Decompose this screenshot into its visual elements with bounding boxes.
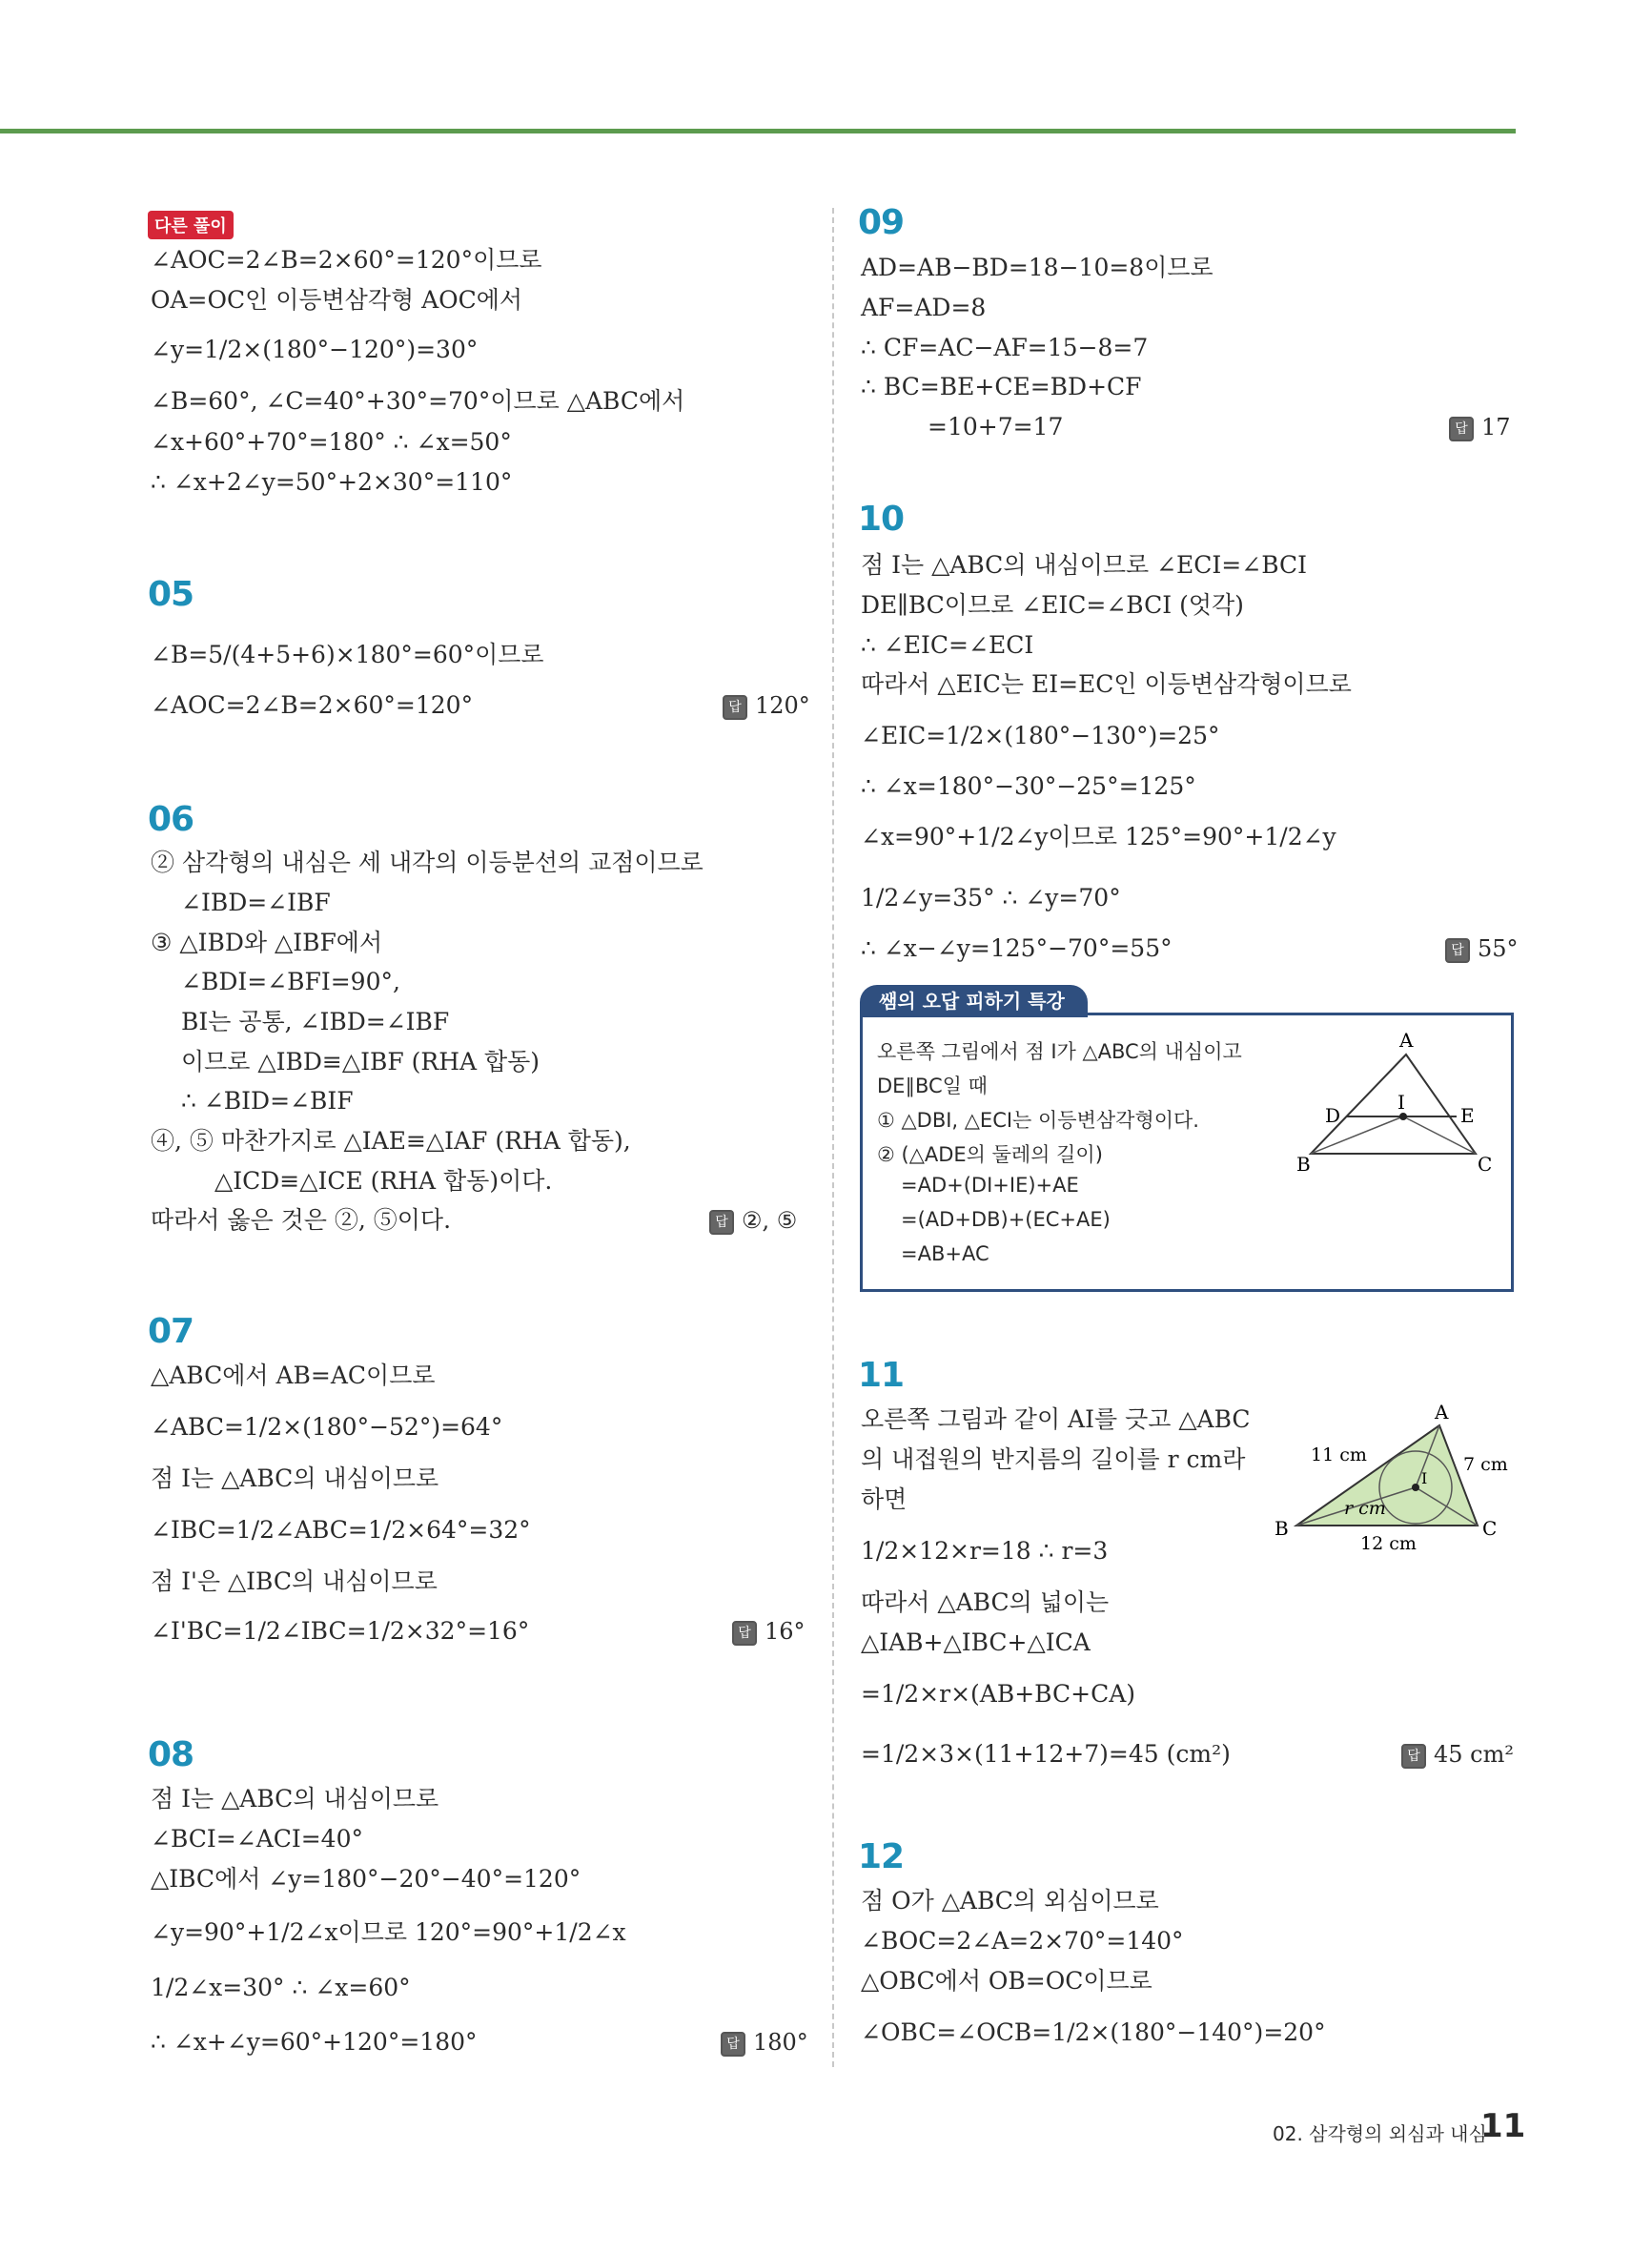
- solution-line: 점 O가 △ABC의 외심이므로: [861, 1887, 1159, 1915]
- problem-number: 06: [148, 800, 194, 839]
- solution-line: ∠IBC=1/2∠ABC=1/2×64°=32°: [151, 1516, 531, 1544]
- fig-label: 7 cm: [1463, 1454, 1508, 1475]
- solution-line: 점 I는 △ABC의 내심이므로: [151, 1785, 439, 1813]
- solution-line: ∠OBC=∠OCB=1/2×(180°−140°)=20°: [861, 2018, 1326, 2046]
- answer-icon: 답: [1445, 938, 1470, 963]
- solution-line: ② 삼각형의 내심은 세 내각의 이등분선의 교점이므로: [151, 849, 704, 876]
- answer: 답 55°: [1445, 935, 1519, 963]
- solution-line: =10+7=17: [928, 413, 1064, 440]
- solution-line: ④, ⑤ 마찬가지로 △IAE≡△IAF (RHA 합동),: [151, 1127, 631, 1155]
- solution-line: ∴ CF=AC−AF=15−8=7: [861, 334, 1149, 361]
- tip-line: DE∥BC일 때: [877, 1075, 988, 1097]
- tip-line: ① △DBI, △ECI는 이등변삼각형이다.: [877, 1109, 1199, 1132]
- solution-line: ∴ ∠x=180°−30°−25°=125°: [861, 772, 1196, 800]
- solution-line: ∠BDI=∠BFI=90°,: [181, 968, 400, 995]
- tip-line: =AB+AC: [901, 1242, 989, 1265]
- answer-icon: 답: [721, 2032, 745, 2057]
- solution-line: AF=AD=8: [861, 294, 987, 321]
- alt-line: ∠B=60°, ∠C=40°+30°=70°이므로 △ABC에서: [151, 387, 685, 415]
- solution-line: =1/2×3×(11+12+7)=45 (cm²): [861, 1740, 1231, 1768]
- fig-label: 12 cm: [1360, 1533, 1417, 1554]
- solution-line: DE∥BC이므로 ∠EIC=∠BCI (엇각): [861, 591, 1244, 619]
- fig-label: r cm: [1344, 1498, 1386, 1519]
- fig-label: B: [1275, 1517, 1289, 1540]
- alt-line: ∴ ∠x+2∠y=50°+2×30°=110°: [151, 468, 513, 496]
- solution-line: 오른쪽 그림과 같이 AI를 긋고 △ABC: [861, 1405, 1251, 1433]
- problem-number: 05: [148, 575, 194, 614]
- answer-icon: 답: [1449, 417, 1474, 441]
- problem-number: 08: [148, 1735, 194, 1774]
- answer-icon: 답: [1401, 1744, 1426, 1769]
- answer: 답 16°: [732, 1618, 806, 1646]
- problem-number: 11: [858, 1356, 905, 1395]
- fig-label: C: [1478, 1153, 1493, 1176]
- tip-box-tag: 쌤의 오답 피하기 특강: [860, 985, 1088, 1017]
- problem-number: 12: [858, 1837, 905, 1876]
- solution-line: ∴ ∠x−∠y=125°−70°=55°: [861, 934, 1173, 962]
- fig-label: B: [1296, 1153, 1311, 1176]
- solution-line: 1/2∠x=30° ∴ ∠x=60°: [151, 1974, 411, 2001]
- solution-line: BI는 공통, ∠IBD=∠IBF: [181, 1008, 450, 1035]
- fig-label: 11 cm: [1311, 1444, 1367, 1465]
- solution-line: ∠IBD=∠IBF: [181, 889, 331, 916]
- solution-line: ∴ ∠EIC=∠ECI: [861, 631, 1034, 659]
- alt-solution-tag: 다른 풀이: [148, 211, 234, 239]
- solution-line: 점 I는 △ABC의 내심이므로: [151, 1464, 439, 1492]
- solution-line: 따라서 옳은 것은 ②, ⑤이다.: [151, 1206, 452, 1234]
- solution-line: ∠B=5/(4+5+6)×180°=60°이므로: [151, 641, 544, 668]
- solution-line: ∠EIC=1/2×(180°−130°)=25°: [861, 722, 1220, 749]
- solution-line: △IAB+△IBC+△ICA: [861, 1628, 1091, 1656]
- solution-line: △ICD≡△ICE (RHA 합동)이다.: [214, 1167, 553, 1195]
- alt-line: ∠y=1/2×(180°−120°)=30°: [151, 336, 479, 363]
- solution-line: ∠AOC=2∠B=2×60°=120°: [151, 691, 474, 719]
- fig-label: I: [1421, 1469, 1428, 1487]
- solution-line: 따라서 △EIC는 EI=EC인 이등변삼각형이므로: [861, 670, 1352, 698]
- solution-line: △IBC에서 ∠y=180°−20°−40°=120°: [151, 1865, 581, 1893]
- solution-line: 점 I'은 △IBC의 내심이므로: [151, 1567, 438, 1595]
- tip-line: =(AD+DB)+(EC+AE): [901, 1208, 1111, 1231]
- solution-line: 따라서 △ABC의 넓이는: [861, 1588, 1110, 1616]
- solution-line: △OBC에서 OB=OC이므로: [861, 1967, 1152, 1995]
- page-number: 11: [1480, 2107, 1526, 2145]
- fig-label: A: [1399, 1029, 1414, 1052]
- alt-line: ∠x+60°+70°=180° ∴ ∠x=50°: [151, 428, 512, 456]
- solution-line: 1/2×12×r=18 ∴ r=3: [861, 1537, 1109, 1565]
- fig-label: E: [1460, 1104, 1475, 1127]
- tip-line: =AD+(DI+IE)+AE: [901, 1174, 1079, 1197]
- solution-line: 의 내접원의 반지름의 길이를 r cm라: [861, 1445, 1246, 1473]
- problem-number: 10: [858, 500, 905, 539]
- alt-line: OA=OC인 이등변삼각형 AOC에서: [151, 286, 523, 314]
- fig-label: A: [1435, 1401, 1449, 1423]
- solution-line: 이므로 △IBD≡△IBF (RHA 합동): [181, 1048, 540, 1075]
- answer: 답 120°: [723, 692, 810, 720]
- column-divider: [832, 208, 834, 2067]
- solution-line: ∴ ∠BID=∠BIF: [181, 1087, 354, 1115]
- alt-line: ∠AOC=2∠B=2×60°=120°이므로: [151, 246, 542, 274]
- answer-icon: 답: [723, 695, 747, 720]
- answer: 답 45 cm²: [1401, 1741, 1514, 1769]
- solution-line: AD=AB−BD=18−10=8이므로: [861, 254, 1214, 281]
- solution-line: ∠BCI=∠ACI=40°: [151, 1825, 363, 1853]
- tip-line: 오른쪽 그림에서 점 I가 △ABC의 내심이고: [877, 1040, 1242, 1063]
- solution-line: ∠y=90°+1/2∠x이므로 120°=90°+1/2∠x: [151, 1918, 626, 1946]
- fig-label: D: [1325, 1104, 1341, 1127]
- solution-line: △ABC에서 AB=AC이므로: [151, 1362, 436, 1389]
- answer-icon: 답: [732, 1621, 757, 1646]
- problem-number: 09: [858, 203, 905, 242]
- tip-line: ② (△ADE의 둘레의 길이): [877, 1143, 1103, 1166]
- solution-line: ∴ ∠x+∠y=60°+120°=180°: [151, 2028, 478, 2056]
- solution-line: ∠BOC=2∠A=2×70°=140°: [861, 1927, 1184, 1955]
- answer-icon: 답: [709, 1210, 734, 1235]
- fig-label: C: [1482, 1517, 1498, 1540]
- solution-line: 점 I는 △ABC의 내심이므로 ∠ECI=∠BCI: [861, 551, 1308, 579]
- solution-line: ③ △IBD와 △IBF에서: [151, 929, 383, 956]
- solution-line: 하면: [861, 1485, 908, 1513]
- answer: 답 180°: [721, 2029, 808, 2057]
- solution-line: ∠I'BC=1/2∠IBC=1/2×32°=16°: [151, 1617, 530, 1645]
- answer: 답 ②, ⑤: [709, 1207, 797, 1235]
- chapter-title: 02. 삼각형의 외심과 내심: [1273, 2122, 1487, 2145]
- incircle-triangle-figure: [1273, 1402, 1511, 1554]
- fig-label: I: [1397, 1091, 1405, 1114]
- solution-line: 1/2∠y=35° ∴ ∠y=70°: [861, 884, 1121, 911]
- solution-line: ∴ BC=BE+CE=BD+CF: [861, 373, 1142, 400]
- answer: 답 17: [1449, 414, 1511, 441]
- tip-box-top-border: [1039, 1013, 1511, 1015]
- solution-line: =1/2×r×(AB+BC+CA): [861, 1680, 1136, 1708]
- problem-number: 07: [148, 1312, 194, 1351]
- solution-line: ∠ABC=1/2×(180°−52°)=64°: [151, 1413, 503, 1441]
- top-rule: [0, 129, 1516, 133]
- incenter-triangle-figure: [1296, 1028, 1493, 1180]
- solution-line: ∠x=90°+1/2∠y이므로 125°=90°+1/2∠y: [861, 823, 1336, 850]
